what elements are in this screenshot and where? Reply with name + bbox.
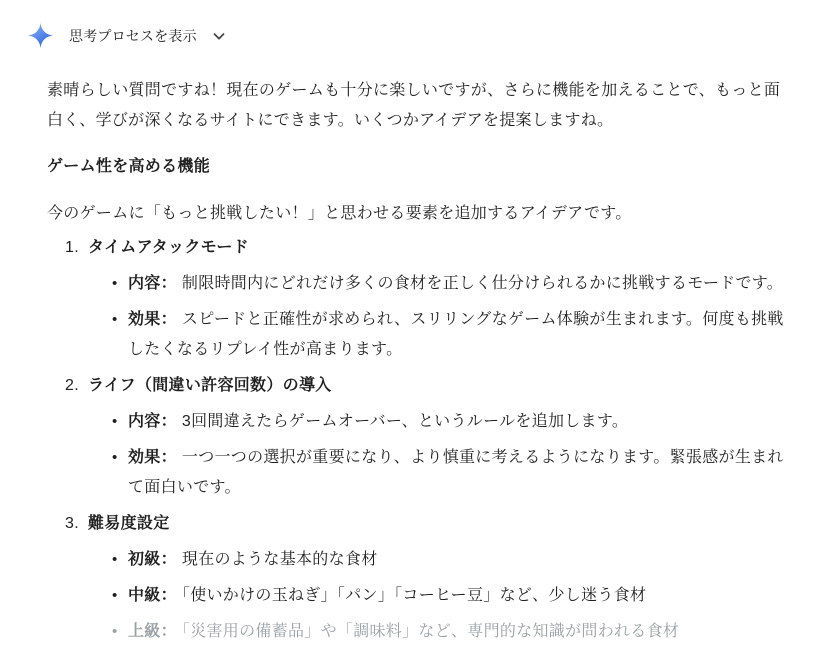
bullet-label: 内容： — [128, 413, 177, 430]
bullet-text: 一つ一つの選択が重要になり、より慎重に考えるようになります。緊張感が生まれて面白いです。 — [128, 449, 784, 496]
list-item-heading — [47, 371, 790, 401]
bullet-marker: • — [112, 551, 118, 568]
intro-paragraph: 素晴らしい質問ですね！現在のゲームも十分に楽しいですが、さらに機能を加えることで、もっと面白く、学びが深くなるサイトにできます。いくつかアイデアを提案しますね。 — [47, 82, 781, 129]
bullet-content — [128, 305, 790, 365]
section-heading: ゲーム性を高める機能 — [47, 158, 211, 175]
list-item-title: ライフ（間違い許容回数）の導入 — [88, 377, 332, 394]
thinking-process-toggle[interactable] — [28, 23, 228, 48]
bullet-label: 中級： — [128, 587, 177, 604]
bullet-marker: • — [112, 311, 118, 328]
bullet-content — [128, 545, 378, 575]
bullet-content — [128, 269, 783, 299]
bullet-label: 上級： — [128, 623, 177, 640]
bullet-marker: • — [112, 275, 118, 292]
list-item — [47, 509, 790, 647]
bullet-item — [47, 269, 790, 299]
bullet-label: 初級： — [128, 551, 177, 568]
bullet-text: 3回間違えたらゲームオーバー、というルールを追加します。 — [181, 413, 629, 430]
bullet-marker: • — [112, 587, 118, 604]
chevron-down-icon — [210, 27, 228, 45]
bullet-marker: • — [112, 449, 118, 466]
bullet-label: 内容： — [128, 275, 177, 292]
bullet-label: 効果： — [128, 311, 177, 328]
bullet-text: 現在のような基本的な食材 — [181, 551, 378, 568]
bullet-label: 効果： — [128, 449, 177, 466]
bullet-content — [128, 617, 679, 647]
bullet-text: 制限時間内にどれだけ多くの食材を正しく仕分けられるかに挑戦するモードです。 — [181, 275, 784, 292]
assistant-message — [47, 0, 790, 647]
section-intro: 今のゲームに「もっと挑戦したい！」と思わせる要素を追加するアイデアです。 — [47, 205, 632, 222]
list-item-title: タイムアタックモード — [88, 239, 249, 256]
list-item-number: 1. — [65, 239, 79, 256]
bullet-item-streaming — [47, 617, 790, 647]
bullet-content — [128, 443, 790, 503]
gemini-sparkle-icon — [28, 23, 53, 48]
bullet-marker: • — [112, 413, 118, 430]
numbered-list — [47, 233, 790, 647]
bullet-content — [128, 407, 628, 437]
bullet-item — [47, 443, 790, 503]
list-item — [47, 371, 790, 503]
bullet-text: 「災害用の備蓄品」や「調味料」など、専門的な知識が問われる食材 — [181, 623, 680, 640]
bullet-item — [47, 407, 790, 437]
bullet-item — [47, 305, 790, 365]
bullet-item — [47, 545, 790, 575]
bullet-marker: • — [112, 623, 118, 640]
thinking-process-label: 思考プロセスを表示 — [69, 27, 197, 44]
list-item-heading — [47, 233, 790, 263]
list-item — [47, 233, 790, 365]
bullet-content — [128, 581, 646, 611]
list-item-number: 2. — [65, 377, 79, 394]
list-item-title: 難易度設定 — [88, 515, 170, 532]
bullet-text: スピードと正確性が求められ、スリリングなゲーム体験が生まれます。何度も挑戦したくなるリプレイ性が高まります。 — [128, 311, 784, 358]
bullet-text: 「使いかけの玉ねぎ」「パン」「コーヒー豆」など、少し迷う食材 — [181, 587, 647, 604]
list-item-heading — [47, 509, 790, 539]
bullet-item — [47, 581, 790, 611]
list-item-number: 3. — [65, 515, 79, 532]
